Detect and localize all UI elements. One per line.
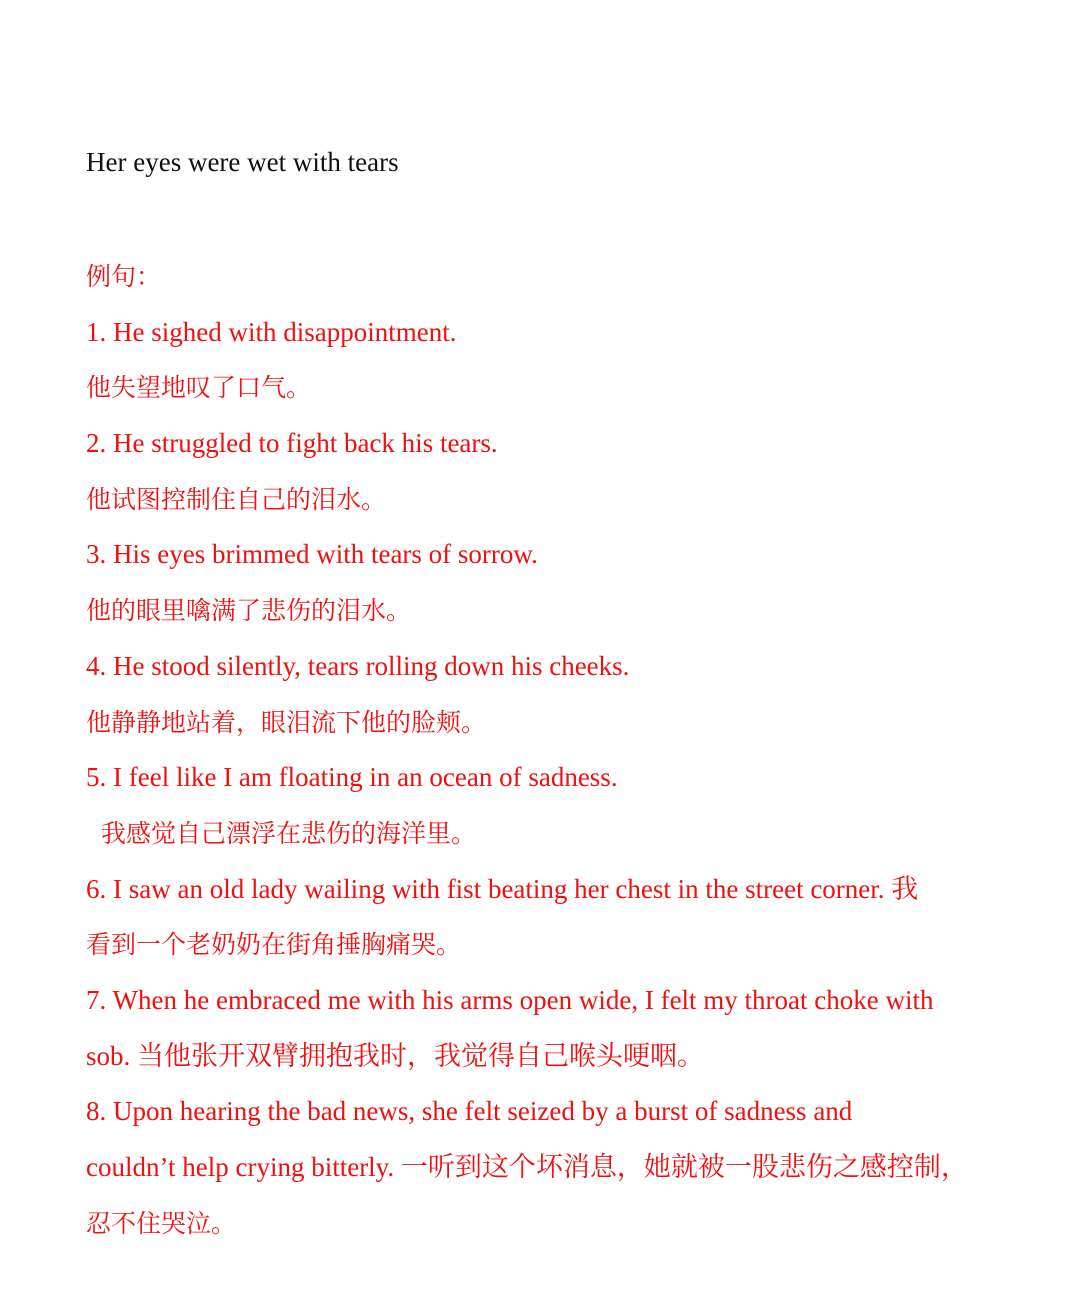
examples-heading: 例句： — [86, 262, 162, 291]
example-line: 2. He struggled to fight back his tears. — [86, 428, 498, 459]
example-line: sob. 当他张开双臂拥抱我时，我觉得自己喉头哽咽。 — [86, 1040, 705, 1071]
examples-section — [86, 249, 1016, 1251]
example-line: 3. His eyes brimmed with tears of sorrow. — [86, 539, 538, 570]
example-line: 1. He sighed with disappointment. — [86, 316, 457, 347]
example-line: 看到一个老奶奶在街角捶胸痛哭。 — [86, 930, 462, 960]
example-line: couldn’t help crying bitterly. 一听到这个坏消息，她就被一股悲伤之感控制， — [86, 1152, 968, 1182]
example-line: 4. He stood silently, tears rolling down his cheeks. — [86, 650, 630, 681]
example-line: 他的眼里噙满了悲伤的泪水。 — [86, 596, 412, 626]
example-line: 7. When he embraced me with his arms open wide, I felt my throat choke with — [86, 984, 934, 1015]
example-line: 他失望地叹了口气。 — [86, 373, 312, 403]
example-line: 我感觉自己漂浮在悲伤的海洋里。 — [101, 818, 477, 848]
example-line: 忍不住哭泣。 — [86, 1208, 237, 1238]
example-line: 6. I saw an old lady wailing with fist beating her chest in the street corner. 我 — [86, 873, 919, 904]
page-title: Her eyes were wet with tears — [86, 147, 399, 177]
example-line: 他试图控制住自己的泪水。 — [86, 484, 387, 514]
example-line: 他静静地站着，眼泪流下他的脸颊。 — [86, 707, 487, 737]
example-line: 8. Upon hearing the bad news, she felt seized by a burst of sadness and — [86, 1096, 853, 1127]
example-line: 5. I feel like I am floating in an ocean of sadness. — [86, 762, 618, 793]
